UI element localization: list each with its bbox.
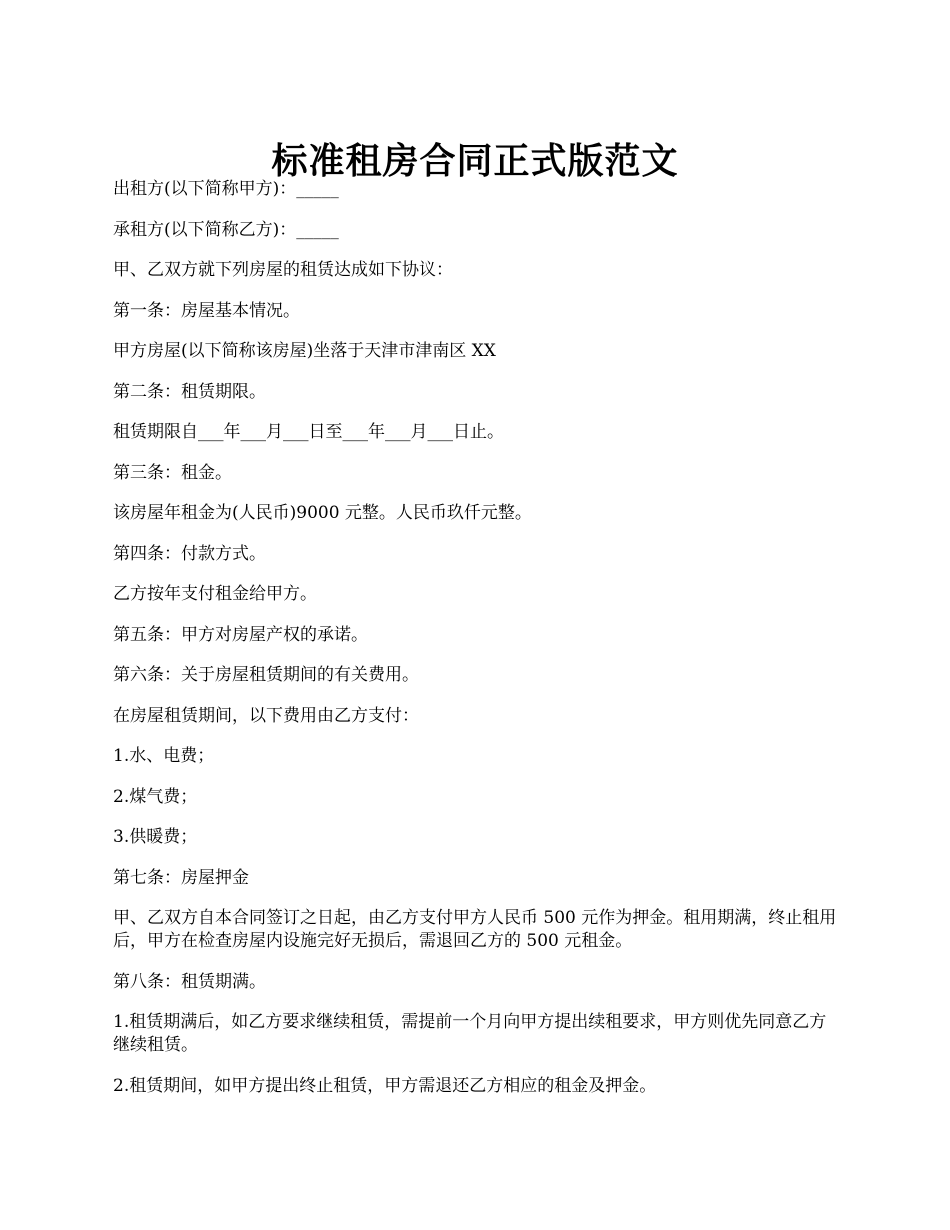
article-4-text: 乙方按年支付租金给甲方。 (113, 584, 317, 604)
document-title: 标准租房合同正式版范文 (271, 140, 679, 183)
article-1-heading: 第一条：房屋基本情况。 (113, 300, 300, 321)
document-body (113, 178, 839, 1115)
paragraph-agreement-intro: 甲、乙双方就下列房屋的租赁达成如下协议： (113, 260, 453, 280)
list-item-gas: 2.煤气费； (113, 786, 198, 807)
article-8-item-1: 1.租赁期满后，如乙方要求继续租赁，需提前一个月向甲方提出续租要求，甲方则优先同意乙方继续租赁。 (113, 1012, 827, 1055)
list-item-heating: 3.供暖费； (113, 827, 198, 847)
article-8-heading: 第八条：租赁期满。 (113, 971, 266, 992)
article-4-heading: 第四条：付款方式。 (113, 543, 266, 564)
article-2-heading: 第二条：租赁期限。 (113, 381, 266, 402)
paragraph-lessor: 出租方(以下简称甲方)：_____ (113, 179, 339, 199)
article-6-heading: 第六条：关于房屋租赁期间的有关费用。 (113, 665, 419, 685)
article-6-text: 在房屋租赁期间，以下费用由乙方支付： (113, 705, 419, 726)
article-8-item-2: 2.租赁期间，如甲方提出终止租赁，甲方需退还乙方相应的租金及押金。 (113, 1075, 657, 1096)
article-2-text: 租赁期限自___年___月___日至___年___月___日止。 (113, 422, 504, 442)
article-5-heading: 第五条：甲方对房屋产权的承诺。 (113, 624, 368, 645)
article-1-text: 甲方房屋(以下简称该房屋)坐落于天津市津南区 XX (113, 341, 496, 361)
article-7-heading: 第七条：房屋押金 (113, 867, 249, 888)
list-item-utilities: 1.水、电费； (113, 746, 215, 766)
article-3-heading: 第三条：租金。 (113, 462, 232, 483)
paragraph-lessee: 承租方(以下简称乙方)：_____ (113, 219, 339, 240)
article-3-text: 该房屋年租金为(人民币)9000 元整。人民币玖仟元整。 (113, 503, 532, 523)
article-7-text: 甲、乙双方自本合同签订之日起，由乙方支付甲方人民币 500 元作为押金。租用期满，终止租用后，甲方在检查房屋内设施完好无损后，需退回乙方的 500 元租金。 (113, 908, 837, 951)
